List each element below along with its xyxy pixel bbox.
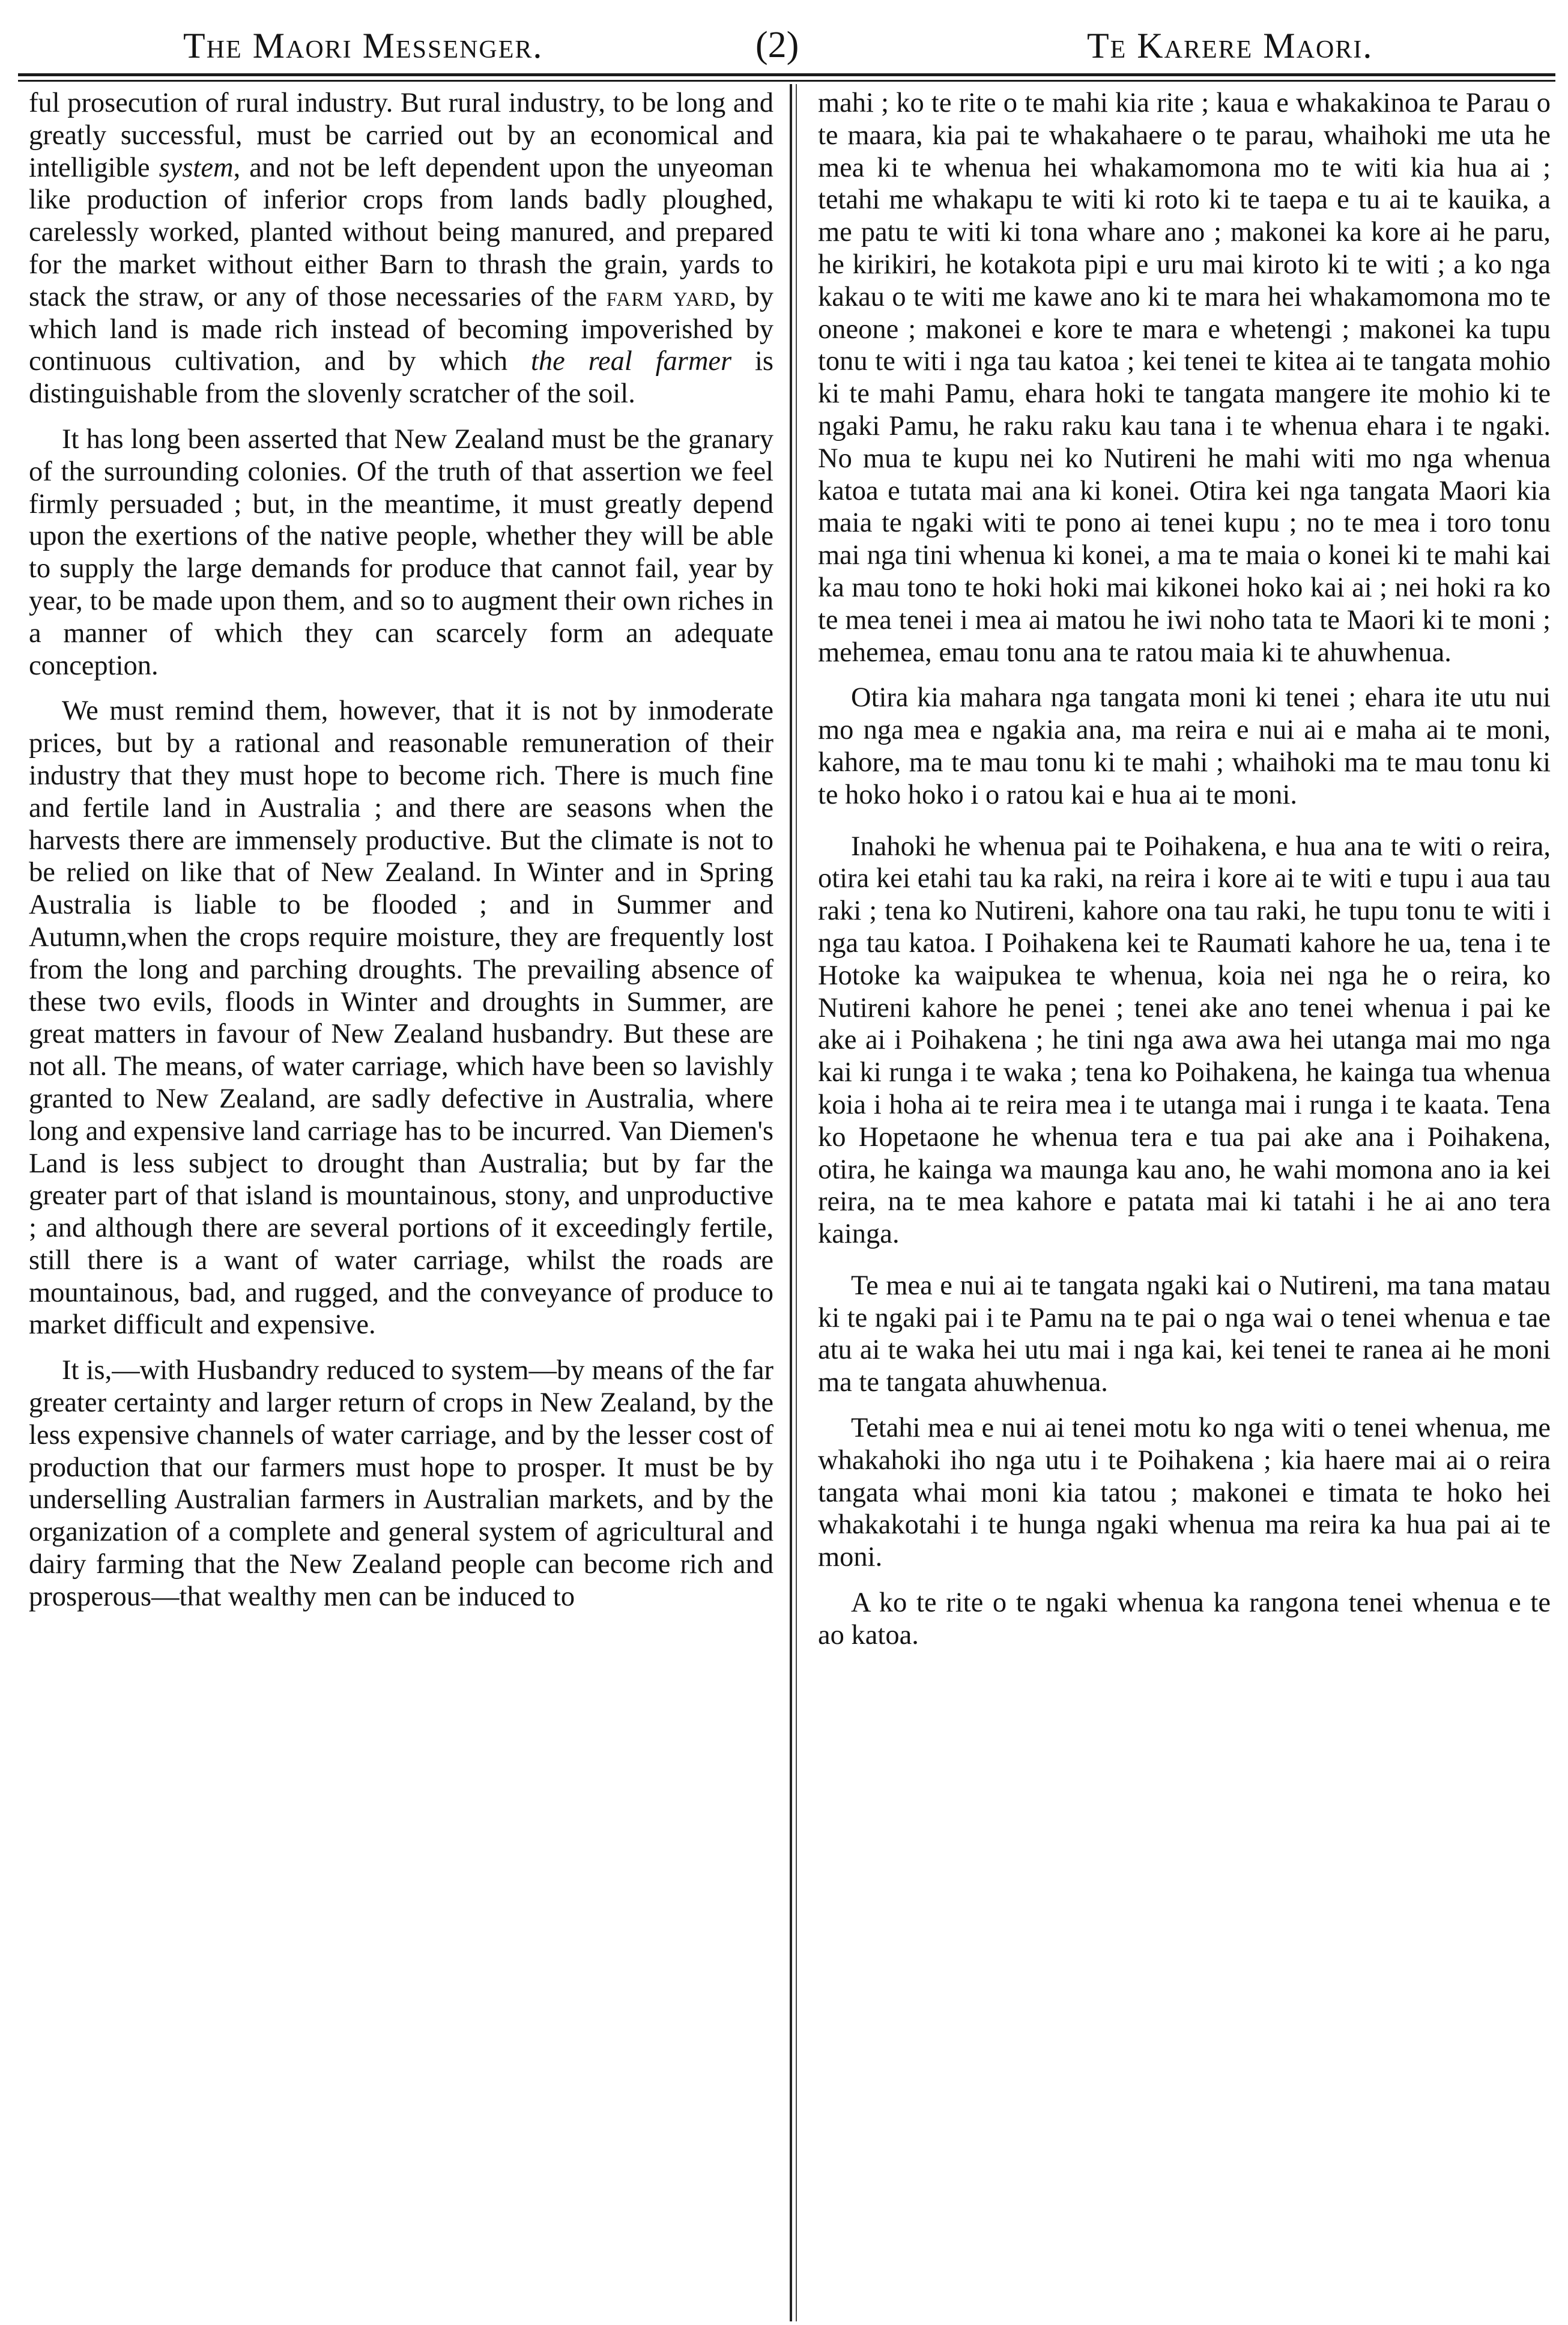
page-number: (2)	[755, 25, 799, 65]
maori-paragraph-6: A ko te rite o te ngaki whenua ka rangona tenei whenua e te ao katoa.	[818, 1587, 1551, 1651]
english-column	[29, 87, 773, 2321]
english-masthead-title: The Maori Messenger.	[183, 26, 543, 65]
column-divider	[790, 84, 792, 2321]
maori-paragraph-2: Otira kia mahara nga tangata moni ki tenei ; ehara ite utu nui mo nga mea e ngakia ana, ma reira e nui ai e maha ai te moni, kahore, ma te mau tonu ki te mahi ; whaihoki ma te mau tonu ki te hoko hoko i o ratou kai e hua ai te moni.	[818, 682, 1551, 810]
maori-column	[818, 87, 1551, 2321]
english-paragraph-2: It has long been asserted that New Zealand must be the granary of the surrounding colonies. Of the truth of that assertion we feel firmly persuaded ; but, in the meantime, it must greatly depend upon the exertions of the native people, whether they will be able to supply the large demands for produce that cannot fail, year by year, to be made upon them, and so to augment their own riches in a manner of which they can scarcely form an adequate conception.	[29, 423, 773, 681]
english-paragraph-1: ful prosecution of rural industry. But rural industry, to be long and greatly successful, must be carried out by an economical and intelligible system, and not be left dependent upon the unyeoman like production of inferior crops from lands badly ploughed, carelessly worked, planted without being manured, and prepared for the market without either Barn to thrash the grain, yards to stack the straw, or any of those necessaries of the farm yard, by which land is made rich instead of becoming impoverished by continuous cultivation, and by which the real farmer is distinguishable from the slovenly scratcher of the soil.	[29, 88, 773, 410]
header-rule-thin	[18, 80, 1555, 82]
english-paragraph-3: We must remind them, however, that it is not by inmoderate prices, but by a rational and reasonable remuneration of their industry that they must hope to become rich. There is much fine and fertile land in Australia ; and there are seasons when the harvests there are immensely productive. But the climate is not to be relied on like that of New Zealand. In Winter and in Spring Australia is liable to be flooded ; and in Summer and Autumn,when the crops require moisture, they are frequently lost from the long and parching droughts. The prevailing absence of these two evils, floods in Winter and droughts in Summer, are great matters in favour of New Zealand husbandry. But these are not all. The means, of water carriage, which have been so lavishly granted to New Zealand, are sadly defective in Australia, where long and expensive land carriage has to be incurred. Van Diemen's Land is less subject to drought than Australia; but by far the greater part of that island is mountainous, stony, and unproductive ; and although there are several portions of it exceedingly fertile, still there is a want of water carriage, whilst the roads are mountainous, bad, and rugged, and the conveyance of produce to market difficult and expensive.	[29, 696, 773, 1341]
maori-paragraph-1: mahi ; ko te rite o te mahi kia rite ; kaua e whakakinoa te Parau o te maara, kia pai te whakahaere o te parau, whaihoki me uta he mea ki te whenua hei whakamomona mo te witi kia hua ai ; tetahi me whakapu te witi ki roto ki te taepa e tu ai te kauika, a me patu te witi ki tona whare ano ; makonei ka kore ai he paru, he kirikiri, he kotakota pipi e uru mai kiroto ki te witi ; a ko nga kakau o te witi me kawe ano ki te mara hei whakamomona mo te oneone ; makonei e kore te mara e whetengi ; makonei ka tupu tonu te witi i nga tau katoa ; kei tenei te kitea ai te tangata mohio ki te mahi Pamu, ehara hoki te tangata mangere ite mohio ki te ngaki Pamu, he raku raku kau tana i te whenua ehara i te ngaki. No mua te kupu nei ko Nutireni he mahi witi mo nga whenua katoa e tutata mai ana ki konei. Otira kei nga tangata Maori kia maia te ngaki witi te pono ai tenei kupu ; no te mea i toro tonu mai nga tini whenua ki konei, a ma te maia o konei ki te mahi kai ka mau tono te hoki hoki mai kikonei hoko kai ai ; nei hoki ra ko te mea tenei i mea ai matou he iwi noho tata te Maori ki te moni ; mehemea, emau tonu ana te ratou maia ki te ahuwhenua.	[818, 88, 1551, 668]
maori-paragraph-5: Tetahi mea e nui ai tenei motu ko nga witi o tenei whenua, me whakahoki iho nga utu i te Poihakena ; kia haere mai ai o reira tangata whai moni kia tatou ; makonei e timata te hoko hei whakakotahi i te hunga ngaki whenua ma reira ka hua pai ai te moni.	[818, 1413, 1551, 1573]
page-header	[0, 0, 1568, 72]
english-paragraph-4: It is,—with Husbandry reduced to system—by means of the far greater certainty and larger return of crops in New Zealand, by the less expensive channels of water carriage, and by the lesser cost of production that our farmers must hope to prosper. It must be by underselling Australian farmers in Australian markets, and by the organization of a complete and general system of agricultural and dairy farming that the New Zealand people can become rich and prosperous—that wealthy men can be induced to	[29, 1355, 773, 1612]
column-divider-inner	[796, 84, 797, 2321]
maori-paragraph-3: Inahoki he whenua pai te Poihakena, e hua ana te witi o reira, otira kei etahi tau ka raki, na reira i kore ai te witi e tupu i aua tau raki ; tena ko Nutireni, kahore ona tau raki, he tupu tonu te witi i nga tau katoa. I Poihakena kei te Raumati kahore he ua, tena i te Hotoke ka waipukea te whenua, koia nei nga he o reira, ko Nutireni kahore he penei ; tenei ake ano tenei whenua i pai ke ake ai i Poihakena ; he tini nga awa awa hei utanga mai mo nga kai ki runga i te waka ; tena ko Poihakena, he kainga tua whenua koia i hoha ai te reira mea i te utanga mai i runga i te kaata. Tena ko Hopetaone he whenua tera e tua pai ake ana i Poihakena, otira, he kainga wa maunga kau ano, he wahi momona ano ia kei reira, na te mea kahore e patata mai ki tatahi i he ai ano tera kainga.	[818, 831, 1551, 1250]
maori-paragraph-4: Te mea e nui ai te tangata ngaki kai o Nutireni, ma tana matau ki te ngaki pai i te Pamu na te pai o nga wai o tenei whenua e tae atu ai te waka hei utu mai i nga kai, kei tenei te ranea ai he moni ma te tangata ahuwhenua.	[818, 1270, 1551, 1398]
header-rule-thick	[18, 73, 1555, 76]
maori-masthead-title: Te Karere Maori.	[1087, 26, 1373, 65]
